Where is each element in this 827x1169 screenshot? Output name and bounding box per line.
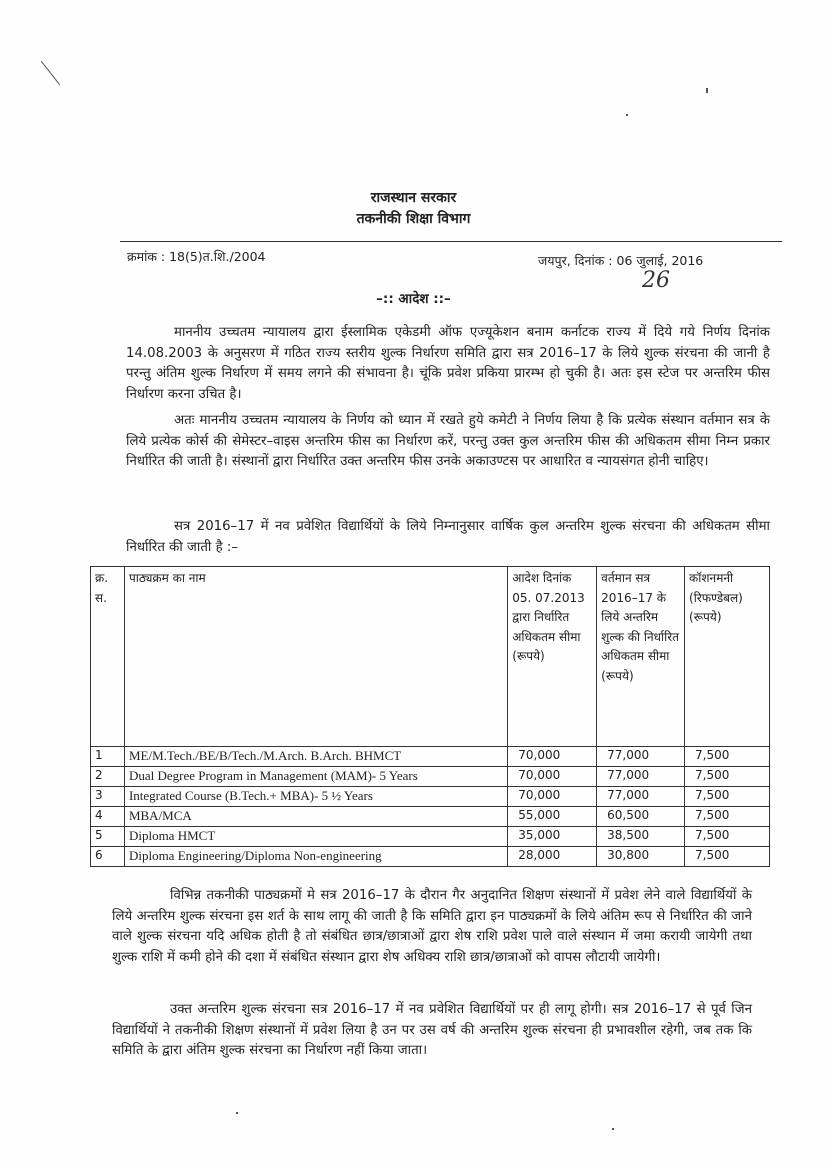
order-number: क्रमांक : 18(5)त.शि./2004 [127,249,266,264]
paragraph-1-text: माननीय उच्चतम न्यायालय द्वारा ईस्लामिक एकेडमी ऑफ एज्यूकेशन बनाम कर्नाटक राज्य में दिये गये निर्णय दिनांक 14.08.2003 के अनुसरण में गठित राज्य स्तरीय शुल्क निर्धारण समिति द्वारा सत्र 2016–17 के लिये शुल्क संरचना की जानी है परन्तु अंतिम शुल्क निर्धारण में समय लगने की संभावना है। चूंकि प्रवेश प्रकिया प्रारम्भ हो चुकी है। अतः इस स्टेज पर अन्तरिम फीस निर्धारण करना उचित है। [126,325,770,402]
row-caution: 7,500 [685,767,770,787]
paragraph-4 [112,886,752,968]
row-current-limit: 38,500 [597,827,685,847]
govt-title: राजस्थान सरकार [370,190,457,206]
row-course: Integrated Course (B.Tech.+ MBA)- 5 ½ Years [124,787,507,807]
row-sno: 5 [91,827,125,847]
row-caution: 7,500 [685,787,770,807]
header-sno: क्र. स. [91,567,125,747]
header-prev-limit: आदेश दिनांक 05. 07.2013 द्वारा निर्धारित अधिकतम सीमा (रूपये) [508,567,597,747]
row-course: ME/M.Tech./BE/B/Tech./M.Arch. B.Arch. BHMCT [124,747,507,767]
place-date: जयपुर, दिनांक : 06 जुलाई, 2016 [538,253,704,268]
table-row [91,747,770,767]
header-current-limit: वर्तमान सत्र 2016–17 के लिये अन्तरिम शुल्क की निर्धारित अधिकतम सीमा (रूपये) [597,567,685,747]
row-course: Diploma Engineering/Diploma Non-engineering [124,847,507,867]
table-row [91,827,770,847]
table-row [91,767,770,787]
row-current-limit: 77,000 [597,747,685,767]
scan-dot [236,1112,238,1114]
paragraph-3-text: सत्र 2016–17 में नव प्रवेशित विद्यार्थियों के लिये निम्नानुसार वार्षिक कुल अन्तरिम शुल्क संरचना की अधिकतम सीमा निर्धारित की जाती है :– [126,519,770,555]
row-course: Diploma HMCT [124,827,507,847]
paragraph-3 [126,517,770,558]
row-prev-limit: 70,000 [508,767,597,787]
handwritten-annotation: 26 [642,268,670,293]
row-caution: 7,500 [685,747,770,767]
row-sno: 2 [91,767,125,787]
row-sno: 6 [91,847,125,867]
paragraph-5 [112,1000,752,1062]
scan-dot [626,114,628,116]
row-caution: 7,500 [685,827,770,847]
row-current-limit: 60,500 [597,807,685,827]
table-row [91,807,770,827]
table-header-row [91,567,770,747]
row-course: MBA/MCA [124,807,507,827]
row-sno: 3 [91,787,125,807]
row-sno: 4 [91,807,125,827]
scan-mark [41,61,60,85]
table-row [91,847,770,867]
paragraph-2 [126,411,770,473]
table-row [91,787,770,807]
row-prev-limit: 35,000 [508,827,597,847]
header-course: पाठ्यक्रम का नाम [124,567,507,747]
department-title: तकनीकी शिक्षा विभाग [356,211,471,227]
row-caution: 7,500 [685,847,770,867]
paragraph-4-text: विभिन्न तकनीकी पाठ्यक्रमों मे सत्र 2016–17 के दौरान गैर अनुदानित शिक्षण संस्थानों में प्रवेश लेने वाले विद्यार्थियों के लिये अन्तरिम शुल्क संरचना इस शर्त के साथ लागू की जाती है कि समिति द्वारा इन पाठ्यक्रमों के लिये अंतिम रूप से निर्धारित की जाने वाले शुल्क संरचना यदि अधिक होती है तो संबंधित छात्र/छात्राओं द्वारा शेष राशि प्रवेश पाले वाले संस्थान में जमा करायी जायेगी तथा शुल्क राशि में कमी होने की दशा में संबंधित संस्थान द्वारा शेष अधिक्य राशि छात्र/छात्राओं को वापस लौटायी जायेगी। [112,888,752,965]
paragraph-5-text: उक्त अन्तरिम शुल्क संरचना सत्र 2016–17 में नव प्रवेशित विद्यार्थियों पर ही लागू होगी। सत्र 2016–17 से पूर्व जिन विद्यार्थियों ने तकनीकी शिक्षण संस्थानों में प्रवेश लिया है उन पर उस वर्ष की अन्तरिम शुल्क संरचना ही प्रभावशील रहेगी, जब तक कि समिति के द्वारा अंतिम शुल्क संरचना का निर्धारण नहीं किया जाता। [112,1002,752,1058]
row-current-limit: 30,800 [597,847,685,867]
paragraph-1 [126,323,770,405]
row-sno: 1 [91,747,125,767]
header-rule [120,241,782,242]
row-current-limit: 77,000 [597,767,685,787]
row-course: Dual Degree Program in Management (MAM)- 5 Years [124,767,507,787]
row-prev-limit: 70,000 [508,787,597,807]
row-current-limit: 77,000 [597,787,685,807]
row-prev-limit: 28,000 [508,847,597,867]
row-prev-limit: 55,000 [508,807,597,827]
paragraph-2-text: अतः माननीय उच्चतम न्यायालय के निर्णय को ध्यान में रखते हुये कमेटी ने निर्णय लिया है कि प्रत्येक संस्थान वर्तमान सत्र के लिये प्रत्येक कोर्स की सेमेस्टर–वाइस अन्तरिम फीस का निर्धारण करें, परन्तु उक्त कुल अन्तरिम फीस की अधिकतम सीमा निम्न प्रकार निर्धारित की जाती है। संस्थानों द्वारा निर्धारित उक्त अन्तरिम फीस उनके अकाउण्टस पर आधारित व न्यायसंगत होनी चाहिए। [126,413,770,469]
fee-table [90,566,770,867]
row-prev-limit: 70,000 [508,747,597,767]
scan-dot [706,88,708,93]
row-caution: 7,500 [685,807,770,827]
order-title: –:: आदेश ::– [376,291,451,307]
header-caution-money: कॉशनमनी (रिफण्डेबल) (रूपये) [685,567,770,747]
scan-dot [612,1128,614,1130]
